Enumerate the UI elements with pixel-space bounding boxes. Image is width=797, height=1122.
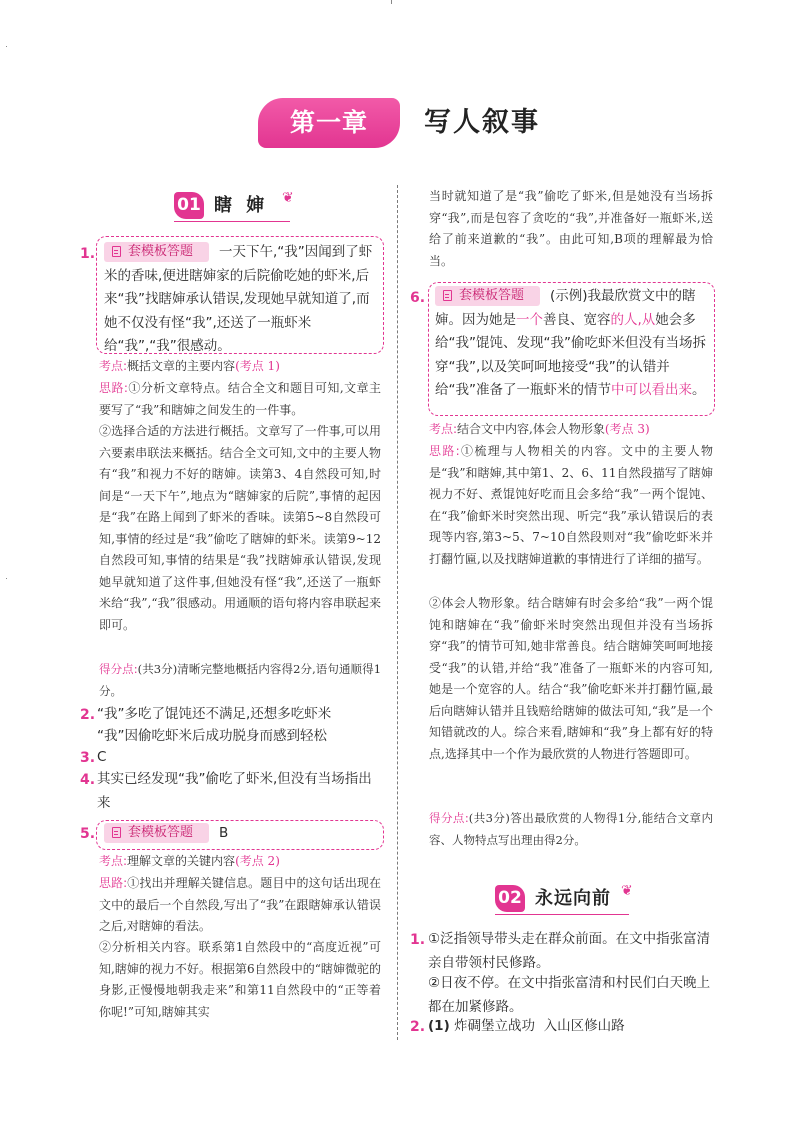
document-icon: [443, 290, 452, 301]
q1-silu-p2: ②选择合适的方法进行概括。文章写了一件事,可以用六要素串联法来概括。结合全文可知,文中的主要人物有“我”和视力不好的瞎婶。读第3、4自然段可知,时间是“一天下午”,地点为“瞎婶家的后院”,事情的起因是“我”在路上闻到了虾米的香味。读第5~8自然段可知,事情的经过是“我”偷吃了瞎婶的虾米。读第9~12自然段可知,事情的结果是“我”找瞎婶承认错误,发现她早就知道了这件事,但她没有怪“我”,还送了一瓶虾米给“我”,“我”很感动。用通顺的语句将内容串联起来即可。: [99, 424, 381, 632]
q5-kaodian: 考点:理解文章的关键内容(考点 2): [99, 854, 280, 868]
q1-defen: 得分点:(共3分)清晰完整地概括内容得2分,语句通顺得1分。: [99, 662, 382, 698]
q6-answer: 套模板答题 (示例)我最欣赏文中的瞎婶。因为她是一个善良、宽容的人,从她会多给“我”馄饨、发现“我”偷吃虾米但没有当场拆穿“我”,以及笑呵呵地接受“我”的认错并给“我”准备了一瓶虾米的情节中可以看出来。: [435, 288, 706, 398]
template-answer-label: 套模板答题: [104, 242, 209, 262]
question-number: 1.: [80, 246, 96, 262]
q6-silu: 思路:①梳理与人物相关的内容。文中的主要人物是“我”和瞎婶,其中第1、2、6、11自然段描写了瞎婶视力不好、煮馄饨好吃而且会多给“我”一两个馄饨、在“我”偷虾米时突然出现、听完“我”承认错误后的表现等内容,第3~5、7~10自然段则对“我”偷吃虾米并打翻竹匾,以及找瞎婶道歉的事情进行了详细的描写。: [429, 444, 713, 566]
q2-answer-line2: “我”因偷吃虾米后成功脱身而感到轻松: [97, 728, 327, 744]
crop-mark: [6, 46, 7, 47]
section-number: 02: [495, 885, 525, 912]
q5-silu-p2: ②分析相关内容。联系第1自然段中的“高度近视”可知,瞎婶的视力不好。根据第6自然段中的“瞎婶微驼的身影,正慢慢地朝我走来”和第11自然段中的“正等着你呢!”可知,瞎婶其实: [99, 940, 381, 1019]
q5-answer: 套模板答题 B: [104, 822, 376, 846]
question-number: 5.: [80, 826, 96, 842]
q2-answer-line1: “我”多吃了馄饨还不满足,还想多吃虾米: [97, 706, 332, 722]
q6-defen: 得分点:(共3分)答出最欣赏的人物得1分,能结合文章内容、人物特点写出理由得2分。: [429, 811, 714, 847]
q1-silu: 思路:①分析文章特点。结合全文和题目可知,文章主要写了“我”和瞎婶之间发生的一件事。: [99, 381, 381, 417]
s2-q2-answer: (1) 炸碉堡立战功 入山区修山路: [428, 1018, 625, 1034]
question-number: 2.: [410, 1019, 426, 1035]
section-number: 01: [174, 192, 204, 219]
q1-answer: 套模板答题 一天下午,“我”因闻到了虾米的香味,便进瞎婶家的后院偷吃她的虾米,后来“我”找瞎婶承认错误,发现她早就知道了,而她不仅没有怪“我”,还送了一瓶虾米给“我”,“我”很感动。: [104, 244, 373, 354]
document-icon: [112, 827, 121, 838]
section-underline: [495, 914, 629, 915]
question-number: 2.: [80, 707, 96, 723]
section-title: 瞎 婶: [214, 195, 269, 216]
s2-q1-answer-p2: ②日夜不停。在文中指张富清和村民们白天晚上都在加紧修路。: [428, 975, 711, 1015]
question-number: 6.: [410, 290, 426, 306]
sprout-icon: ❦: [621, 883, 633, 899]
chapter-title: 写人叙事: [424, 107, 540, 138]
document-icon: [112, 246, 121, 257]
sprout-icon: ❦: [282, 190, 294, 206]
chapter-badge: 第一章: [258, 98, 400, 148]
s2-q1-answer-p1: ①泛指领导带头走在群众前面。在文中指张富清亲自带领村民修路。: [428, 931, 711, 971]
section-header-02: [495, 883, 635, 915]
question-number: 1.: [410, 932, 426, 948]
section-title: 永远向前: [535, 888, 611, 909]
question-number: 3.: [80, 750, 96, 766]
crop-mark: [391, 0, 392, 4]
q1-kaodian: 考点:概括文章的主要内容(考点 1): [99, 359, 280, 373]
section-underline: [174, 221, 290, 222]
question-number: 4.: [80, 772, 96, 788]
section-header-01: [174, 190, 298, 222]
q5-silu-continued: 当时就知道了是“我”偷吃了虾米,但是她没有当场拆穿“我”,而是包容了贪吃的“我”,并准备好一瓶虾米,送给了前来道歉的“我”。由此可知,B项的理解最为恰当。: [429, 189, 713, 268]
q3-answer: C: [97, 749, 107, 765]
q5-silu: 思路:①找出并理解关键信息。题目中的这句话出现在文中的最后一个自然段,写出了“我”在跟瞎婶承认错误之后,对瞎婶的看法。: [99, 876, 381, 933]
q6-silu-p2: ②体会人物形象。结合瞎婶有时会多给“我”一两个馄饨和瞎婶在“我”偷虾米时突然出现但并没有当场拆穿“我”的情节可知,她非常善良。结合瞎婶笑呵呵地接受“我”的认错,并给“我”准备了一瓶虾米的内容可知,她是一个宽容的人。结合“我”偷吃虾米并打翻竹匾,最后向瞎婶认错并且钱赔给瞎婶的做法可知,“我”是一个知错就改的人。综合来看,瞎婶和“我”身上都有好的特点,选择其中一个作为最欣赏的人物进行答题即可。: [429, 596, 713, 761]
crop-mark: [6, 578, 7, 579]
template-answer-label: 套模板答题: [435, 286, 540, 306]
template-answer-label: 套模板答题: [104, 823, 209, 843]
q4-answer: 其实已经发现“我”偷吃了虾米,但没有当场指出来: [97, 771, 372, 811]
q6-kaodian: 考点:结合文中内容,体会人物形象(考点 3): [429, 422, 650, 436]
column-divider: [397, 185, 398, 1040]
